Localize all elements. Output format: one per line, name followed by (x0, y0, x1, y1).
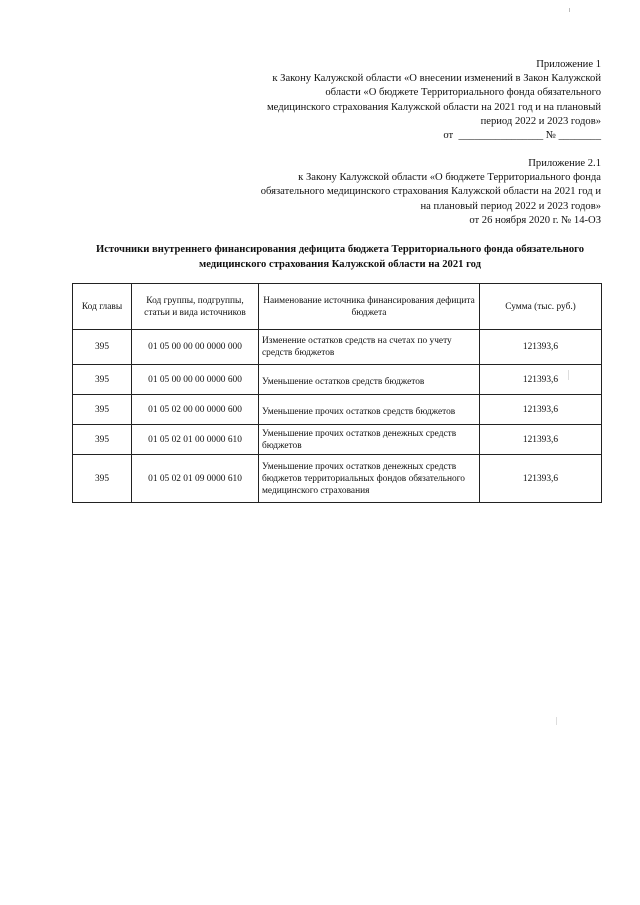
cell-sum: 121393,6 (480, 330, 602, 365)
scan-speck (568, 370, 569, 380)
cell-sum: 121393,6 (480, 425, 602, 455)
cell-source-name: Уменьшение остатков средств бюджетов (259, 365, 480, 395)
appendix-1-date-line (241, 129, 601, 143)
header-chapter-code: Код главы (73, 284, 132, 330)
appendix-1-line: медицинского страхования Калужской области на 2021 год и на плановый (266, 101, 601, 113)
appendix-2-line: к Закону Калужской области «О бюджете Территориального фонда (298, 172, 601, 184)
table-row (73, 365, 602, 395)
cell-sum: 121393,6 (480, 395, 602, 425)
header-source-name: Наименование источника финансирования дефицита бюджета (259, 284, 480, 330)
scan-speck (556, 717, 557, 725)
appendix-2-line: от 26 ноября 2020 г. № 14-ОЗ (469, 214, 601, 226)
cell-source-code: 01 05 02 00 00 0000 600 (132, 395, 259, 425)
financing-sources-table (72, 283, 602, 503)
header-source-code: Код группы, подгруппы, статьи и вида источников (132, 284, 259, 330)
appendix-1-line: области «О бюджете Территориального фонда обязательного (325, 87, 601, 99)
appendix-1-heading: Приложение 1 (536, 59, 601, 70)
header-sum: Сумма (тыс. руб.) (480, 284, 602, 330)
document-title-line-2: медицинского страхования Калужской области на 2021 год (198, 258, 481, 270)
cell-chapter-code: 395 (73, 455, 132, 503)
scan-speck (569, 8, 570, 12)
cell-source-name: Уменьшение прочих остатков денежных средств бюджетов (259, 425, 480, 455)
appendix-2-line: обязательного медицинского страхования Калужской области на 2021 год и (260, 186, 601, 198)
cell-source-name: Уменьшение прочих остатков средств бюджетов (259, 395, 480, 425)
cell-chapter-code: 395 (73, 425, 132, 455)
cell-source-name: Изменение остатков средств на счетах по учету средств бюджетов (259, 330, 480, 365)
table-row (73, 425, 602, 455)
appendix-1-date-text: от ________________ № ________ (443, 130, 601, 142)
appendix-2-block (241, 157, 601, 228)
cell-chapter-code: 395 (73, 395, 132, 425)
cell-chapter-code: 395 (73, 365, 132, 395)
appendix-1-line: к Закону Калужской области «О внесении изменений в Закон Калужской (272, 73, 601, 85)
cell-source-code: 01 05 02 01 09 0000 610 (132, 455, 259, 503)
cell-source-name: Уменьшение прочих остатков денежных средств бюджетов территориальных фондов обязательного медицинского страхования (259, 455, 480, 503)
table-row (73, 330, 602, 365)
cell-source-code: 01 05 00 00 00 0000 000 (132, 330, 259, 365)
cell-chapter-code: 395 (73, 330, 132, 365)
appendix-1-block (241, 58, 601, 143)
cell-source-code: 01 05 02 01 00 0000 610 (132, 425, 259, 455)
appendix-2-line: на плановый период 2022 и 2023 годов» (420, 200, 601, 212)
document-title (60, 243, 620, 272)
cell-source-code: 01 05 00 00 00 0000 600 (132, 365, 259, 395)
document-title-line-1: Источники внутреннего финансирования дефицита бюджета Территориального фонда обязательного (95, 244, 585, 255)
appendix-2-heading: Приложение 2.1 (528, 158, 601, 169)
table-row (73, 455, 602, 503)
cell-sum: 121393,6 (480, 455, 602, 503)
cell-sum: 121393,6 (480, 365, 602, 395)
table-row (73, 395, 602, 425)
appendix-1-line: период 2022 и 2023 годов» (480, 115, 601, 127)
table-header-row (73, 284, 602, 330)
